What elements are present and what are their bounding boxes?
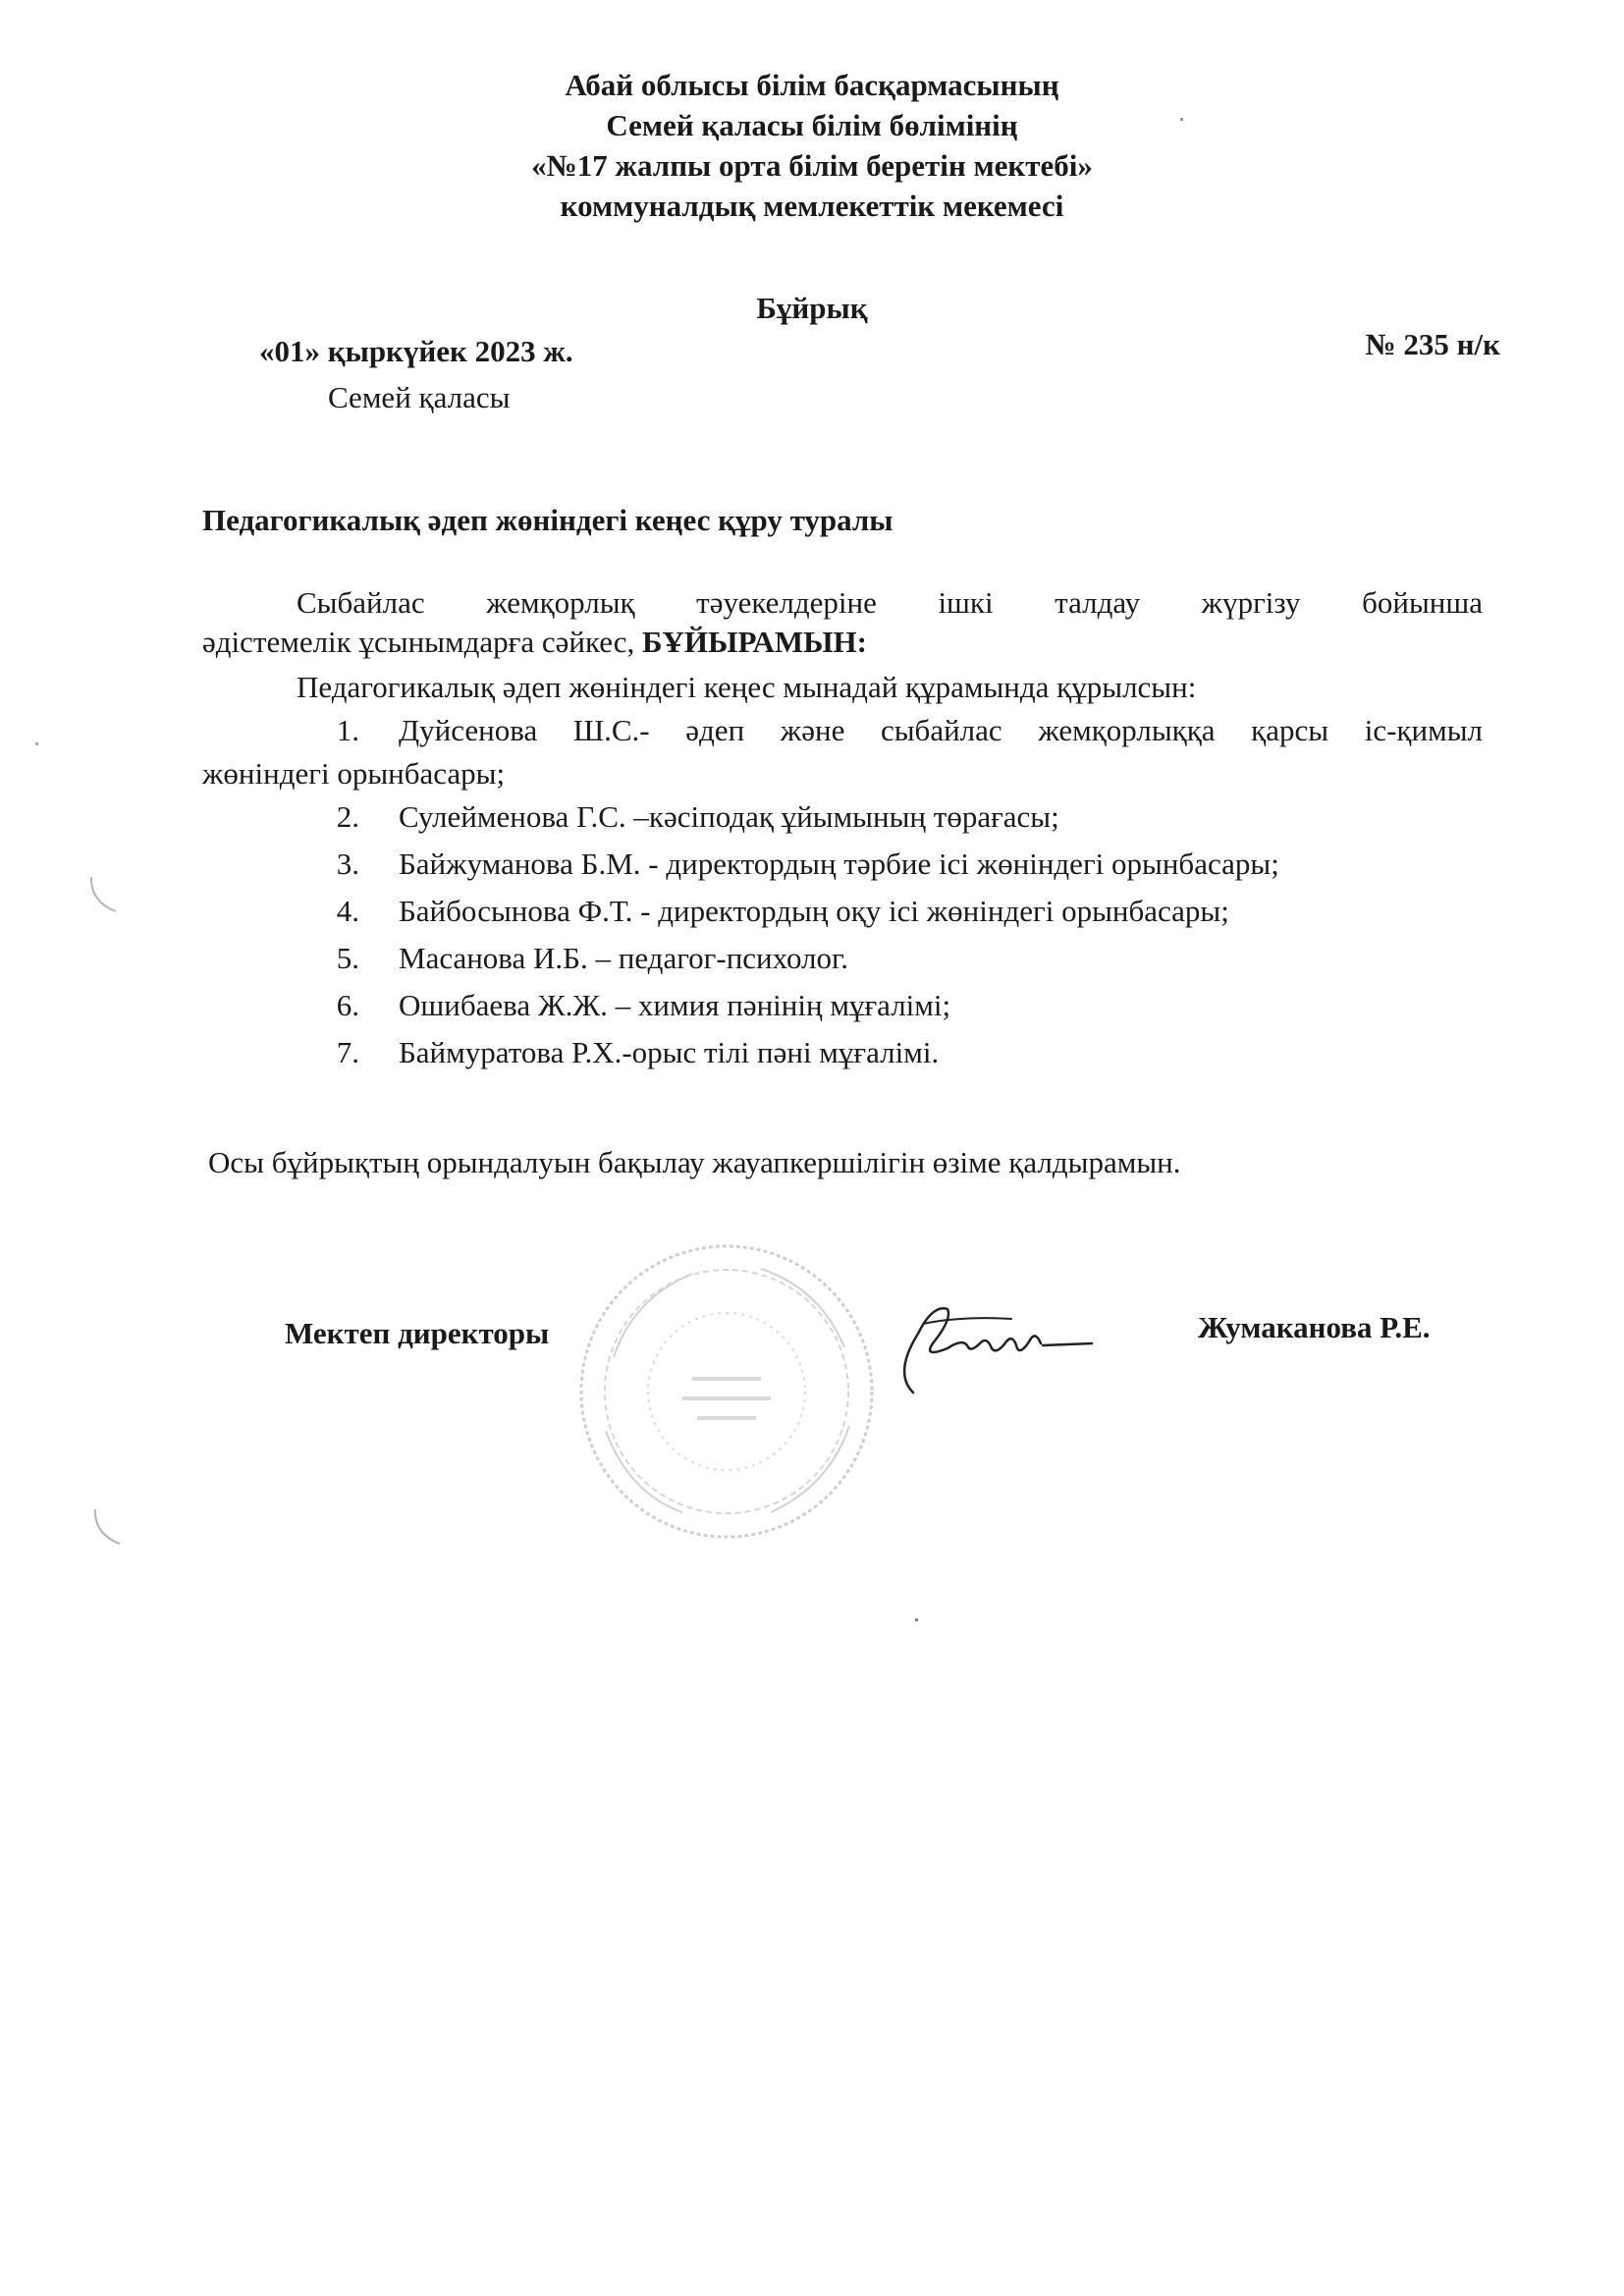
order-subject: Педагогикалық әдеп жөніндегі кеңес құру туралы [202, 503, 893, 537]
preamble-line-1: Сыбайлас жемқорлық тәуекелдеріне ішкі талдау жүргізу бойынша [297, 585, 1483, 620]
list-item-number: 5. [336, 941, 359, 975]
list-item-text: Ошибаева Ж.Ж. – химия пәнінің мұғалімі; [399, 988, 951, 1022]
scan-artifact-icon [90, 1504, 130, 1554]
header-line-4: коммуналдық мемлекеттік мекемесі [560, 189, 1064, 223]
list-item-number: 4. [336, 894, 359, 928]
handwritten-signature-icon [874, 1294, 1110, 1402]
list-item-text: Баймуратова Р.Х.-орыс тілі пәні мұғалімі. [399, 1035, 940, 1069]
scan-dot [35, 742, 38, 745]
scan-dot [1180, 118, 1183, 121]
list-item-text: Дуйсенова Ш.С.- әдеп және сыбайлас жемқорлыққа қарсы іс-қимыл [399, 713, 1483, 747]
list-item [202, 707, 1483, 793]
list-item [202, 1029, 1483, 1076]
order-title: Бұйрық [756, 291, 868, 325]
list-item-text: Масанова И.Б. – педагог-психолог. [399, 941, 848, 975]
order-decree-word: БҰЙЫРАМЫН: [642, 625, 867, 659]
document-header [0, 65, 1624, 226]
preamble-line-2-text: әдістемелік ұсынымдарға сәйкес, [202, 625, 643, 659]
preamble-paragraph [202, 583, 1483, 662]
header-line-2: Семей қаласы білім бөлімінің [606, 108, 1018, 142]
list-item [202, 841, 1483, 888]
list-item-number: 3. [336, 847, 359, 881]
closing-statement: Осы бұйрықтың орындалуын бақылау жауапкершілігін өзіме қалдырамын. [208, 1145, 1181, 1179]
order-date: «01» қыркүйек 2023 ж. [259, 334, 573, 368]
list-item-number: 7. [336, 1035, 359, 1069]
header-line-3: «№17 жалпы орта білім беретін мектебі» [531, 148, 1093, 183]
list-item-text: Сулейменова Г.С. –кәсіподақ ұйымының төрағасы; [399, 799, 1059, 834]
list-item-text: Байжуманова Б.М. - директордың тәрбие ісі жөніндегі орынбасары; [399, 847, 1279, 881]
order-city: Семей қаласы [328, 380, 511, 414]
list-item [202, 982, 1483, 1029]
scan-dot [915, 1618, 918, 1621]
scan-artifact-icon [86, 872, 126, 921]
list-item-number: 2. [336, 799, 359, 834]
preamble-line-2 [202, 623, 1483, 662]
members-list [202, 707, 1483, 1076]
list-item-text: Байбосынова Ф.Т. - директордың оқу ісі жөніндегі орынбасары; [399, 894, 1229, 928]
signatory-name: Жумаканова Р.Е. [1198, 1310, 1431, 1344]
list-item [202, 793, 1483, 841]
official-stamp-icon [574, 1239, 879, 1544]
signatory-title: Мектеп директоры [285, 1316, 550, 1350]
list-item [202, 935, 1483, 982]
order-number: № 235 н/к [1365, 327, 1500, 361]
council-intro: Педагогикалық әдеп жөніндегі кеңес мынадай құрамында құрылсын: [297, 670, 1197, 704]
list-item-number: 6. [336, 988, 359, 1022]
list-item-text-continued: жөніндегі орынбасары; [202, 756, 506, 791]
header-line-1: Абай облысы білім басқармасының [565, 68, 1059, 102]
list-item-number: 1. [336, 713, 359, 747]
list-item [202, 888, 1483, 935]
